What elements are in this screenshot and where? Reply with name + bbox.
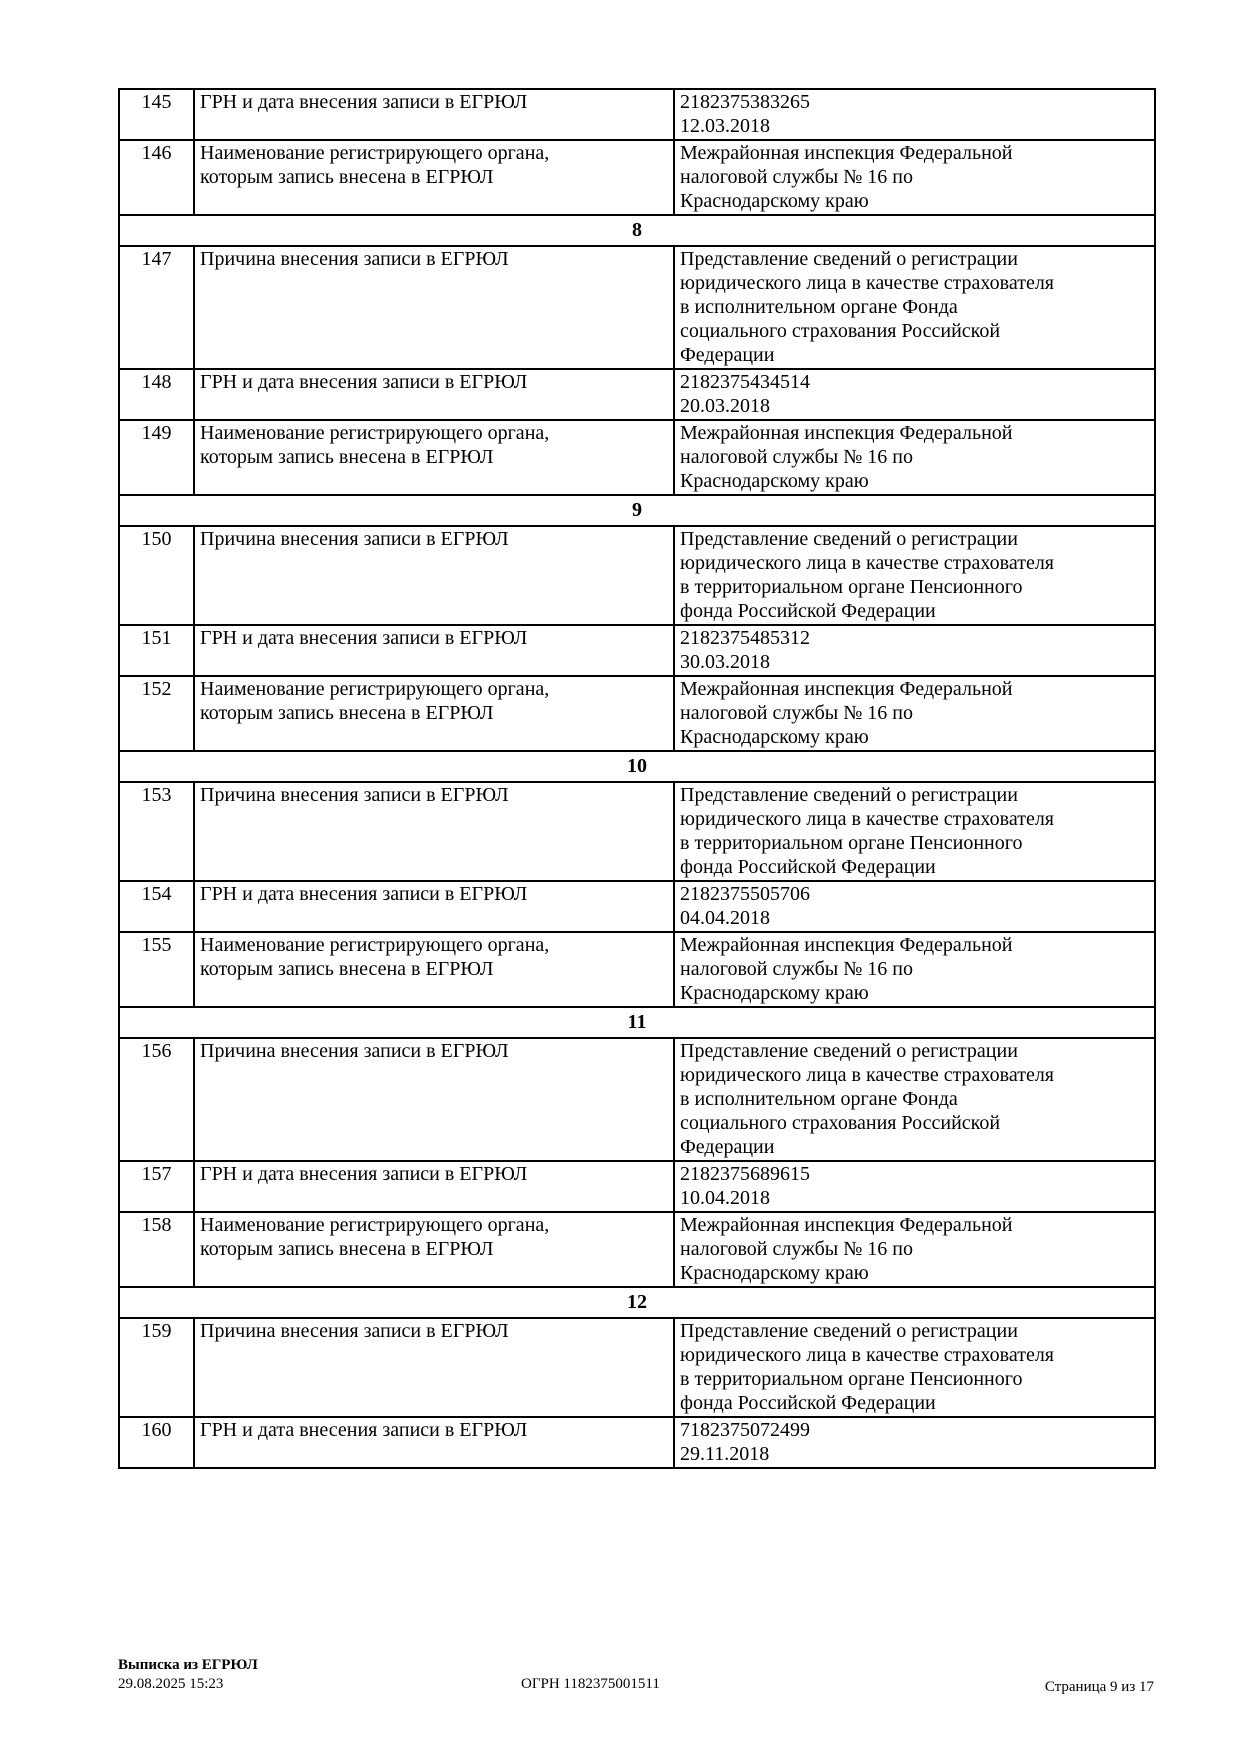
record-field-name (194, 932, 674, 1007)
text-line: 30.03.2018 (680, 651, 770, 673)
text-line: 12.03.2018 (680, 115, 770, 137)
text-line: которым запись внесена в ЕГРЮЛ (200, 958, 494, 980)
record-number: 150 (119, 526, 194, 625)
record-row (119, 881, 1155, 932)
text-line: Межрайонная инспекция Федеральной (680, 678, 1013, 700)
text-line: Краснодарскому краю (680, 726, 869, 748)
text-line: в исполнительном органе Фонда (680, 296, 958, 318)
text-line: 20.03.2018 (680, 395, 770, 417)
section-header-row (119, 215, 1155, 246)
text-line: Федерации (680, 1136, 775, 1158)
text-line: ГРН и дата внесения записи в ЕГРЮЛ (200, 883, 528, 905)
footer-doc-title: Выписка из ЕГРЮЛ (118, 1657, 258, 1673)
record-number: 153 (119, 782, 194, 881)
text-line: ГРН и дата внесения записи в ЕГРЮЛ (200, 627, 528, 649)
text-line: 2182375485312 (680, 627, 810, 649)
record-field-value (674, 782, 1155, 881)
record-number: 160 (119, 1417, 194, 1468)
text-line: Причина внесения записи в ЕГРЮЛ (200, 1320, 509, 1342)
record-row (119, 1417, 1155, 1468)
text-line: юридического лица в качестве страхователя (680, 808, 1055, 830)
text-line: Представление сведений о регистрации (680, 784, 1018, 806)
record-field-value (674, 1212, 1155, 1287)
text-line: Представление сведений о регистрации (680, 1040, 1018, 1062)
record-number: 148 (119, 369, 194, 420)
record-field-name (194, 1212, 674, 1287)
record-number: 145 (119, 89, 194, 140)
footer-left-block (118, 1656, 258, 1694)
record-row (119, 369, 1155, 420)
record-number: 152 (119, 676, 194, 751)
text-line: налоговой службы № 16 по (680, 958, 913, 980)
text-line: Наименование регистрирующего органа, (200, 1214, 550, 1236)
text-line: фонда Российской Федерации (680, 600, 936, 622)
record-number: 155 (119, 932, 194, 1007)
record-field-name (194, 420, 674, 495)
record-row (119, 140, 1155, 215)
record-number: 156 (119, 1038, 194, 1161)
text-line: 10.04.2018 (680, 1187, 770, 1209)
text-line: 2182375383265 (680, 91, 810, 113)
record-row (119, 526, 1155, 625)
text-line: в территориальном органе Пенсионного (680, 832, 1023, 854)
text-line: Межрайонная инспекция Федеральной (680, 934, 1013, 956)
section-header-row (119, 495, 1155, 526)
record-number: 158 (119, 1212, 194, 1287)
text-line: Представление сведений о регистрации (680, 528, 1018, 550)
text-line: Наименование регистрирующего органа, (200, 934, 550, 956)
text-line: 7182375072499 (680, 1419, 810, 1441)
section-header-row (119, 1287, 1155, 1318)
text-line: которым запись внесена в ЕГРЮЛ (200, 1238, 494, 1260)
record-number: 151 (119, 625, 194, 676)
record-field-name (194, 526, 674, 625)
record-field-name (194, 1038, 674, 1161)
record-field-name (194, 140, 674, 215)
record-number: 159 (119, 1318, 194, 1417)
text-line: налоговой службы № 16 по (680, 166, 913, 188)
record-field-value (674, 881, 1155, 932)
record-field-value (674, 1038, 1155, 1161)
record-row (119, 932, 1155, 1007)
egrul-records-table (118, 88, 1156, 1469)
footer-page-number: Страница 9 из 17 (1044, 1679, 1154, 1695)
record-row (119, 1212, 1155, 1287)
record-number: 157 (119, 1161, 194, 1212)
text-line: ГРН и дата внесения записи в ЕГРЮЛ (200, 91, 528, 113)
record-field-value (674, 89, 1155, 140)
text-line: фонда Российской Федерации (680, 1392, 936, 1414)
text-line: Краснодарскому краю (680, 982, 869, 1004)
record-field-name (194, 1417, 674, 1468)
text-line: Причина внесения записи в ЕГРЮЛ (200, 528, 509, 550)
record-field-value (674, 1318, 1155, 1417)
text-line: Наименование регистрирующего органа, (200, 142, 550, 164)
section-header-row (119, 751, 1155, 782)
footer-ogrn: ОГРН 1182375001511 (521, 1676, 660, 1692)
text-line: Межрайонная инспекция Федеральной (680, 1214, 1013, 1236)
footer-datetime: 29.08.2025 15:23 (118, 1676, 224, 1692)
record-field-name (194, 676, 674, 751)
section-number: 11 (119, 1007, 1155, 1038)
text-line: 29.11.2018 (680, 1443, 770, 1465)
text-line: социального страхования Российской (680, 1112, 1001, 1134)
text-line: которым запись внесена в ЕГРЮЛ (200, 166, 494, 188)
text-line: ГРН и дата внесения записи в ЕГРЮЛ (200, 1419, 528, 1441)
section-number: 10 (119, 751, 1155, 782)
text-line: Федерации (680, 344, 775, 366)
text-line: Краснодарскому краю (680, 1262, 869, 1284)
record-field-name (194, 625, 674, 676)
record-field-name (194, 1318, 674, 1417)
text-line: ГРН и дата внесения записи в ЕГРЮЛ (200, 1163, 528, 1185)
record-row (119, 625, 1155, 676)
section-number: 8 (119, 215, 1155, 246)
record-field-name (194, 369, 674, 420)
record-number: 146 (119, 140, 194, 215)
record-row (119, 676, 1155, 751)
section-header-row (119, 1007, 1155, 1038)
record-field-name (194, 782, 674, 881)
text-line: юридического лица в качестве страхователя (680, 1064, 1055, 1086)
text-line: юридического лица в качестве страхователя (680, 552, 1055, 574)
text-line: Причина внесения записи в ЕГРЮЛ (200, 784, 509, 806)
record-field-name (194, 1161, 674, 1212)
text-line: в территориальном органе Пенсионного (680, 1368, 1023, 1390)
record-row (119, 1161, 1155, 1212)
text-line: социального страхования Российской (680, 320, 1001, 342)
record-field-value (674, 676, 1155, 751)
text-line: 2182375434514 (680, 371, 810, 393)
text-line: 2182375689615 (680, 1163, 810, 1185)
text-line: налоговой службы № 16 по (680, 702, 913, 724)
record-number: 149 (119, 420, 194, 495)
record-field-name (194, 89, 674, 140)
text-line: которым запись внесена в ЕГРЮЛ (200, 702, 494, 724)
text-line: юридического лица в качестве страхователя (680, 1344, 1055, 1366)
record-row (119, 89, 1155, 140)
record-field-value (674, 246, 1155, 369)
record-field-value (674, 526, 1155, 625)
text-line: 2182375505706 (680, 883, 810, 905)
text-line: Причина внесения записи в ЕГРЮЛ (200, 1040, 509, 1062)
record-field-value (674, 1417, 1155, 1468)
record-row (119, 246, 1155, 369)
text-line: Причина внесения записи в ЕГРЮЛ (200, 248, 509, 270)
record-field-value (674, 420, 1155, 495)
section-number: 12 (119, 1287, 1155, 1318)
text-line: Представление сведений о регистрации (680, 248, 1018, 270)
record-row (119, 1318, 1155, 1417)
record-field-value (674, 1161, 1155, 1212)
text-line: в территориальном органе Пенсионного (680, 576, 1023, 598)
record-row (119, 1038, 1155, 1161)
text-line: ГРН и дата внесения записи в ЕГРЮЛ (200, 371, 528, 393)
text-line: фонда Российской Федерации (680, 856, 936, 878)
record-field-value (674, 932, 1155, 1007)
text-line: налоговой службы № 16 по (680, 446, 913, 468)
text-line: Краснодарскому краю (680, 470, 869, 492)
text-line: Наименование регистрирующего органа, (200, 678, 550, 700)
record-field-value (674, 625, 1155, 676)
record-field-name (194, 881, 674, 932)
record-field-value (674, 369, 1155, 420)
text-line: которым запись внесена в ЕГРЮЛ (200, 446, 494, 468)
record-field-name (194, 246, 674, 369)
page-footer (118, 1656, 1154, 1700)
text-line: Наименование регистрирующего органа, (200, 422, 550, 444)
section-number: 9 (119, 495, 1155, 526)
text-line: налоговой службы № 16 по (680, 1238, 913, 1260)
text-line: Краснодарскому краю (680, 190, 869, 212)
text-line: Представление сведений о регистрации (680, 1320, 1018, 1342)
text-line: Межрайонная инспекция Федеральной (680, 142, 1013, 164)
record-number: 147 (119, 246, 194, 369)
text-line: в исполнительном органе Фонда (680, 1088, 958, 1110)
record-number: 154 (119, 881, 194, 932)
record-row (119, 782, 1155, 881)
record-field-value (674, 140, 1155, 215)
text-line: Межрайонная инспекция Федеральной (680, 422, 1013, 444)
record-row (119, 420, 1155, 495)
text-line: 04.04.2018 (680, 907, 770, 929)
text-line: юридического лица в качестве страхователя (680, 272, 1055, 294)
